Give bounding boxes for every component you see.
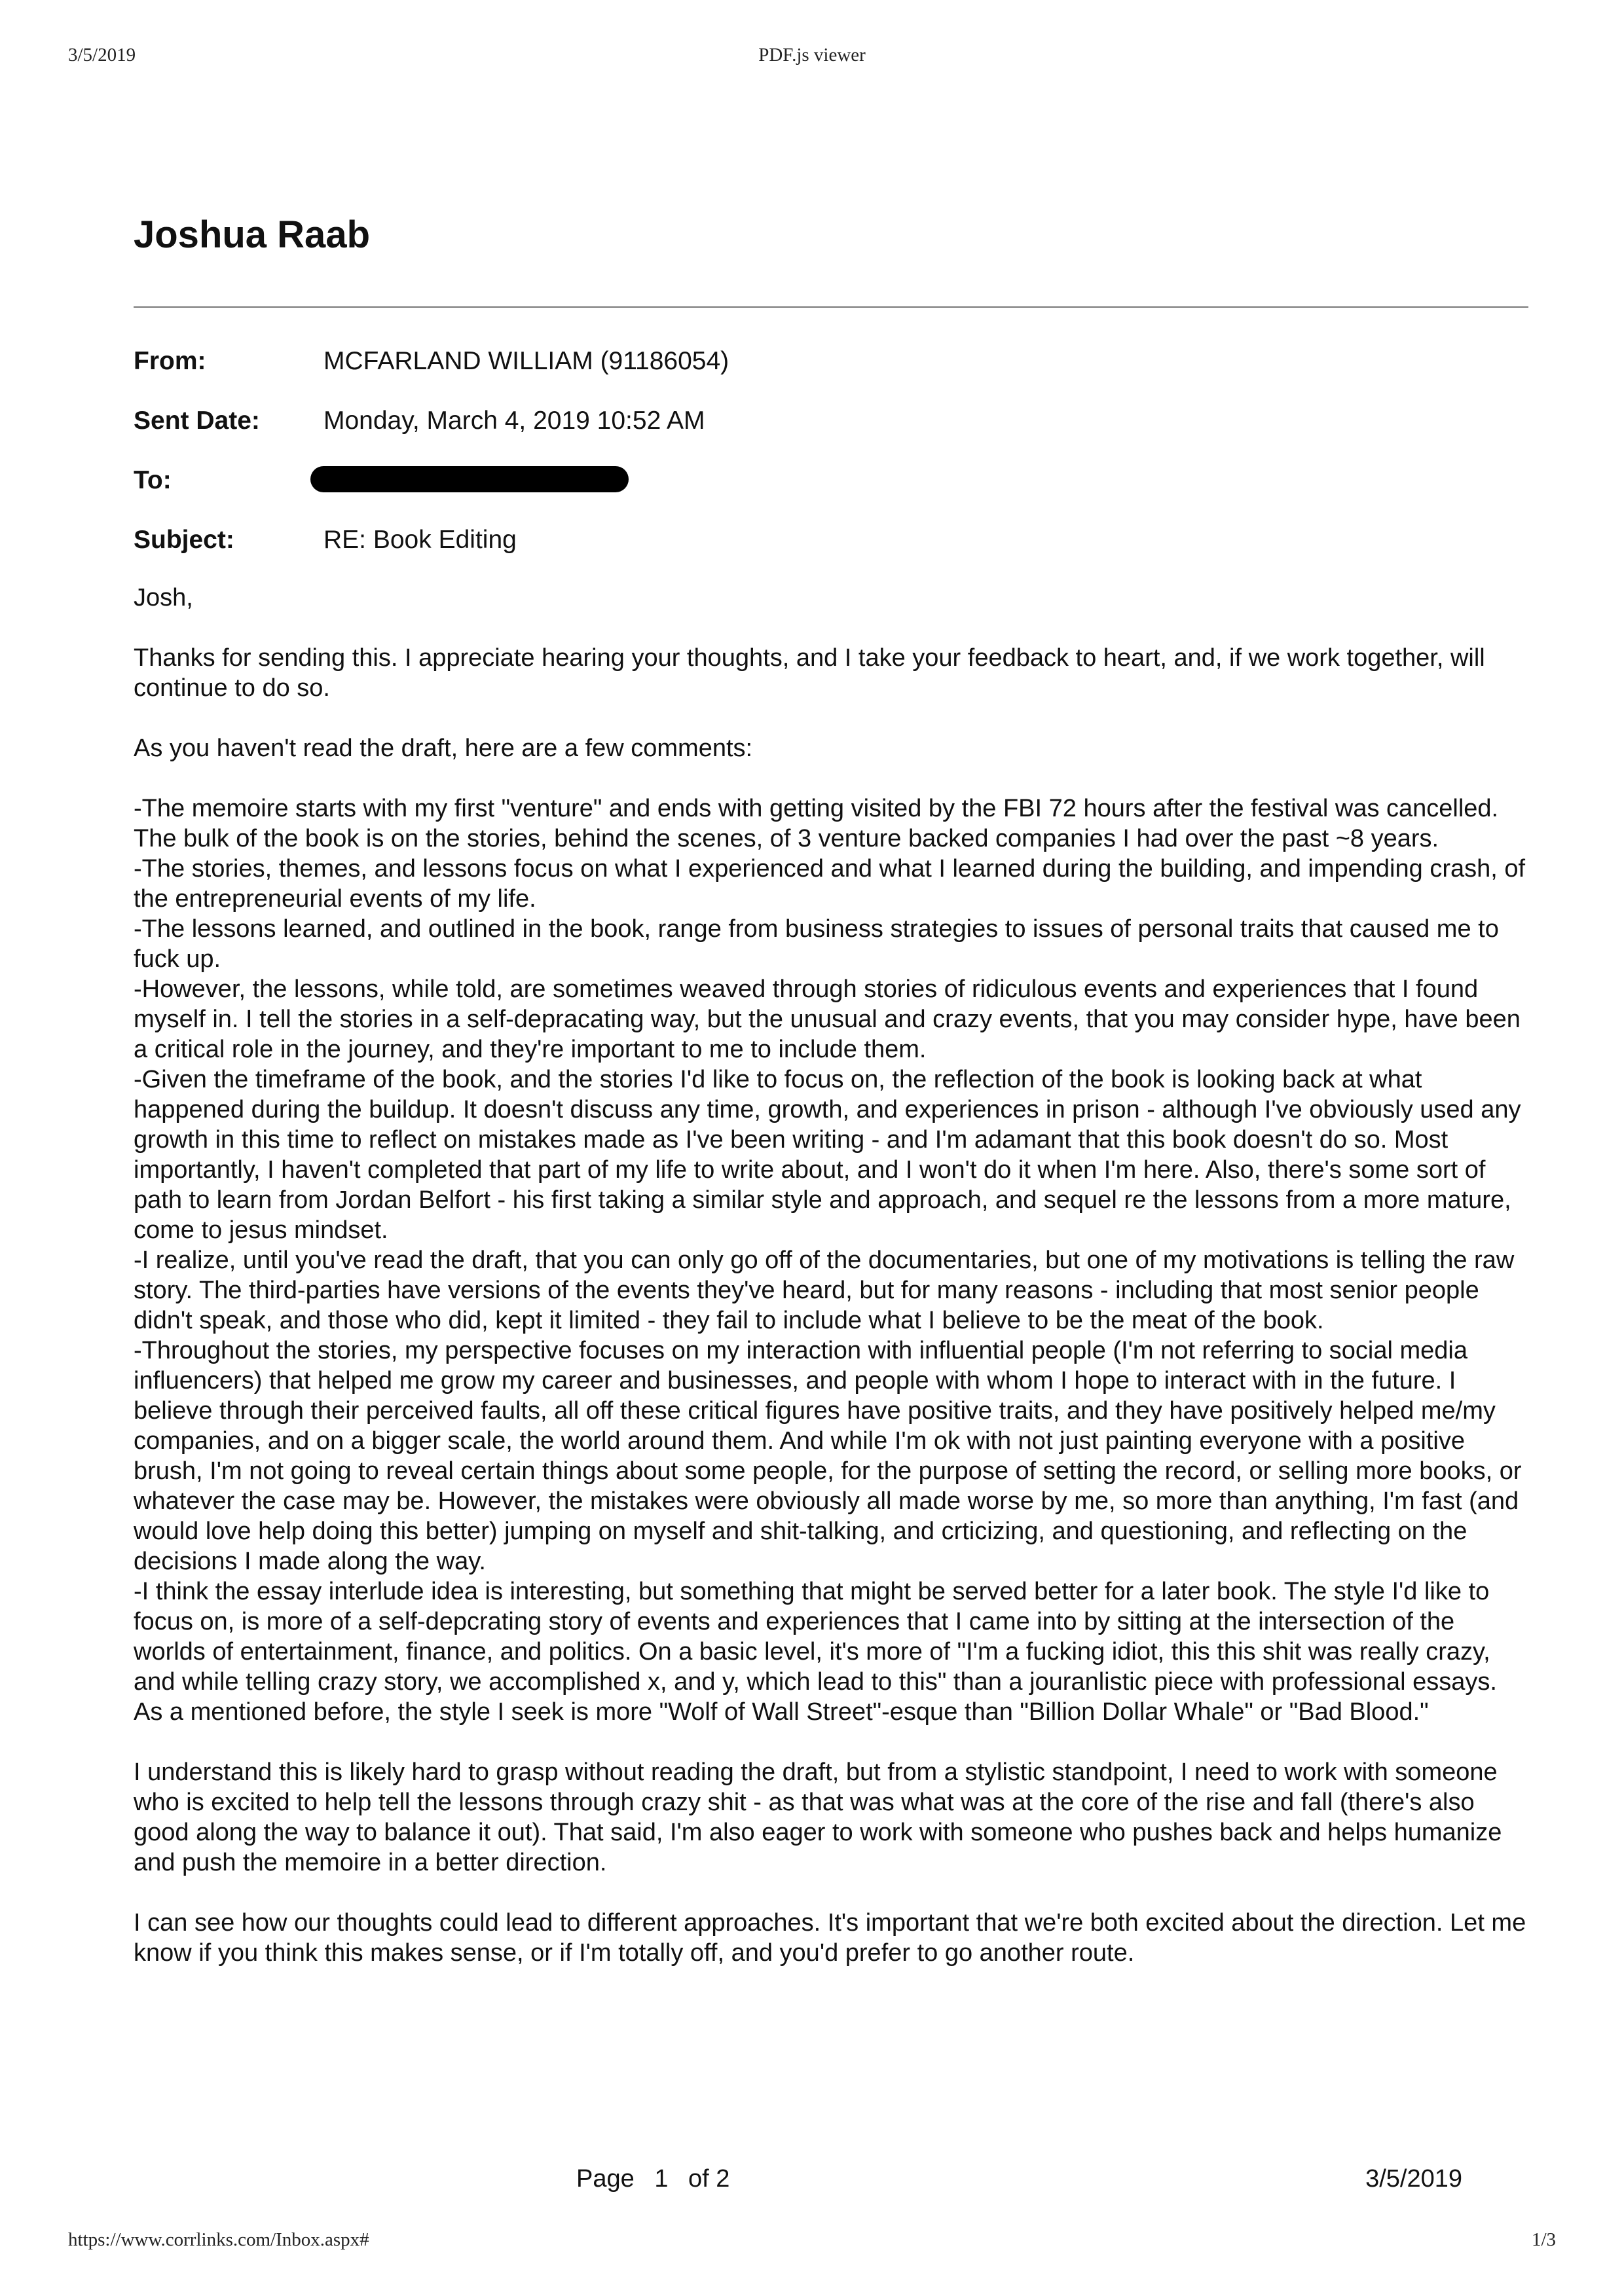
print-page-count: 1/3 [1531,2229,1556,2250]
page-label: Page [576,2165,635,2193]
header-divider [134,306,1528,308]
source-url: https://www.corrlinks.com/Inbox.aspx# [68,2229,369,2250]
comment-list [134,793,1528,1727]
subject-value: RE: Book Editing [323,526,517,554]
email-body [134,583,1528,1998]
salutation: Josh, [134,584,193,611]
sent-date-value: Monday, March 4, 2019 10:52 AM [323,407,705,435]
comment-item: -The memoire starts with my first "venture" and ends with getting visited by the FBI 72 hours after the festival was cancelled. The bulk of the book is on the stories, behind the scenes, of 3 venture backed companies I had over the past ~8 years. [134,795,1499,852]
body-paragraph-3: I can see how our thoughts could lead to different approaches. It's important that we're both excited about the direction. Let me know if you think this makes sense, or if I'm totally off, and you'd prefer to go another route. [134,1909,1526,1967]
email-document [134,213,1528,1967]
intro-paragraph: Thanks for sending this. I appreciate hearing your thoughts, and I take your feedback to heart, and, if we work together, will continue to do so. [134,644,1485,702]
print-header [0,45,1624,71]
print-date: 3/5/2019 [68,45,136,65]
page-number: 1 [654,2165,669,2193]
comment-item: -Given the timeframe of the book, and the stories I'd like to focus on, the reflection of the book is looking back at what happened during the buildup. It doesn't discuss any time, growth, and experiences in prison - although I've obviously used any growth in this time to reflect on mistakes made as I've been writing - and I'm adamant that this book doesn't do so. Most importantly, I haven't completed that part of my life to write about, and I won't do it when I'm here. Also, there's some sort of path to learn from Jordan Belfort - his first taking a similar style and approach, and sequel re the lessons from a more mature, come to jesus mindset. [134,1066,1521,1244]
redaction-bar [310,466,629,492]
comment-item: -The stories, themes, and lessons focus on what I experienced and what I learned during the building, and impending crash, of the entrepreneurial events of my life. [134,855,1526,913]
from-row [134,331,1528,391]
page-total: of 2 [688,2165,730,2193]
from-value: MCFARLAND WILLIAM (91186054) [323,347,729,375]
comment-item: -However, the lessons, while told, are sometimes weaved through stories of ridiculous events and experiences that I found myself in. I tell the stories in a self-depracating way, but the unusual and crazy events, that you may consider hype, have been a critical role in the journey, and they're important to me to include them. [134,975,1521,1063]
comment-item: -I think the essay interlude idea is interesting, but something that might be served better for a later book. The style I'd like to focus on, is more of a self-depcrating story of events and experiences that I came into by sitting at the intersection of the worlds of entertainment, finance, and politics. On a basic level, it's more of "I'm a fucking idiot, this this shit was really crazy, and while telling crazy story, we accomplished x, and y, which lead to this" than a jouranlistic piece with professional essays. As a mentioned before, the style I seek is more "Wolf of Wall Street"-esque than "Billion Dollar Whale" or "Bad Blood." [134,1578,1497,1726]
email-meta [134,331,1528,570]
sent-date-row [134,391,1528,450]
body-paragraph-2: I understand this is likely hard to grasp without reading the draft, but from a stylistic standpoint, I need to work with someone who is excited to help tell the lessons through crazy shit - as that was what was at the core of the rise and fall (there's also good along the way to balance it out). That said, I'm also eager to work with someone who pushes back and helps humanize and push the memoire in a better direction. [134,1758,1502,1876]
from-label: From: [134,347,206,375]
to-label: To: [134,466,172,494]
sent-date-label: Sent Date: [134,407,260,435]
subject-row [134,510,1528,570]
print-footer [0,2229,1624,2255]
document-footer-date: 3/5/2019 [1365,2165,1462,2193]
page-indicator [576,2164,743,2194]
subject-label: Subject: [134,526,234,554]
to-row [134,450,1528,510]
comment-item: -I realize, until you've read the draft, that you can only go off of the documentaries, but one of my motivations is telling the raw story. The third-parties have versions of the events they've heard, but for many reasons - including that most senior people didn't speak, and those who did, kept it limited - they fail to include what I believe to be the meat of the book. [134,1247,1515,1334]
lead-in-paragraph: As you haven't read the draft, here are a few comments: [134,735,753,762]
comment-item: -Throughout the stories, my perspective focuses on my interaction with influential people (I'm not referring to social media influencers) that helped me grow my career and businesses, and people with whom I hope to interact with in the future. I believe through their perceived faults, all off these critical figures have positive traits, and they have positively helped me/my companies, and on a bigger scale, the world around them. And while I'm ok with not just painting everyone with a positive brush, I'm not going to reveal certain things about some people, for the purpose of setting the record, or selling more books, or whatever the case may be. However, the mistakes were obviously all made worse by me, so more than anything, I'm fast (and would love help doing this better) jumping on myself and shit-talking, and crticizing, and questioning, and reflecting on the decisions I made along the way. [134,1337,1522,1575]
comment-item: -The lessons learned, and outlined in the book, range from business strategies to issues of personal traits that caused me to fuck up. [134,915,1499,973]
print-title: PDF.js viewer [758,45,866,65]
mailbox-owner-name: Joshua Raab [134,213,370,256]
